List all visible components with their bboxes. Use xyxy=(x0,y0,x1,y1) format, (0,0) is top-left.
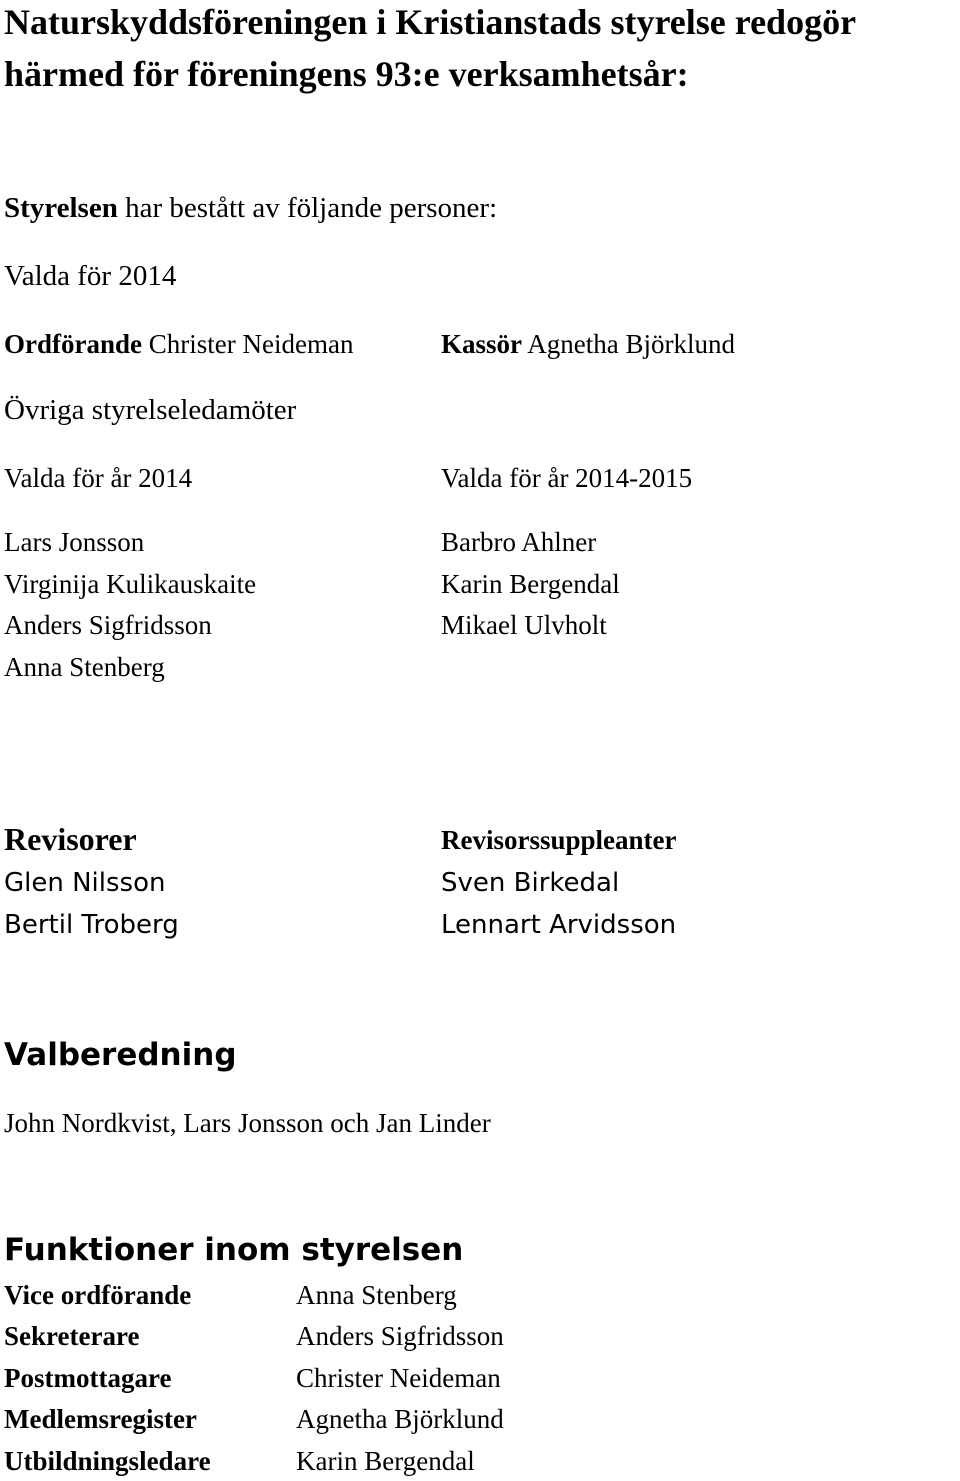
function-name: Anders Sigfridsson xyxy=(296,1321,504,1351)
col1-name: Anders Sigfridsson xyxy=(4,610,212,640)
board-intro-rest: har bestått av följande personer: xyxy=(117,192,498,224)
auditor-name: Bertil Troberg xyxy=(4,910,179,940)
col2-name: Barbro Ahlner xyxy=(441,527,597,557)
col2-name: Mikael Ulvholt xyxy=(441,610,607,640)
chair-label: Ordförande xyxy=(4,329,142,359)
document-title-line-1: Naturskyddsföreningen i Kristianstads styrelse redogör xyxy=(4,2,857,42)
function-role: Sekreterare xyxy=(4,1321,140,1351)
deputy-auditor-name: Sven Birkedal xyxy=(441,868,620,898)
function-role: Medlemsregister xyxy=(4,1404,197,1434)
function-name: Karin Bergendal xyxy=(296,1446,475,1476)
col1-name: Lars Jonsson xyxy=(4,527,145,557)
function-role: Utbildningsledare xyxy=(4,1446,211,1476)
chair-line xyxy=(4,331,353,358)
deputy-auditor-name: Lennart Arvidsson xyxy=(441,910,677,940)
board-intro xyxy=(4,194,497,223)
chair-name: Christer Neideman xyxy=(142,329,354,359)
nomination-heading: Valberedning xyxy=(4,1037,237,1073)
document-title-line-2: härmed för föreningens 93:e verksamhetsår: xyxy=(4,54,689,94)
function-name: Anna Stenberg xyxy=(296,1280,457,1310)
deputy-auditors-heading: Revisorssuppleanter xyxy=(441,825,677,855)
treasurer-name: Agnetha Björklund xyxy=(522,329,735,359)
functions-heading: Funktioner inom styrelsen xyxy=(4,1232,464,1268)
col2-name: Karin Bergendal xyxy=(441,569,620,599)
treasurer-label: Kassör xyxy=(441,329,522,359)
function-role: Vice ordförande xyxy=(4,1280,192,1310)
board-intro-bold: Styrelsen xyxy=(4,192,118,224)
auditor-name: Glen Nilsson xyxy=(4,868,166,898)
function-name: Christer Neideman xyxy=(296,1363,501,1393)
auditors-heading: Revisorer xyxy=(4,821,137,857)
treasurer-line xyxy=(441,331,735,358)
other-members-heading: Övriga styrelseledamöter xyxy=(4,394,297,426)
col2-heading: Valda för år 2014-2015 xyxy=(441,463,693,493)
col1-name: Anna Stenberg xyxy=(4,652,165,682)
function-name: Agnetha Björklund xyxy=(296,1404,504,1434)
nomination-text: John Nordkvist, Lars Jonsson och Jan Linder xyxy=(4,1108,491,1138)
col1-name: Virginija Kulikauskaite xyxy=(4,569,257,599)
elected-heading: Valda för 2014 xyxy=(4,260,177,292)
col1-heading: Valda för år 2014 xyxy=(4,463,193,493)
function-role: Postmottagare xyxy=(4,1363,172,1393)
